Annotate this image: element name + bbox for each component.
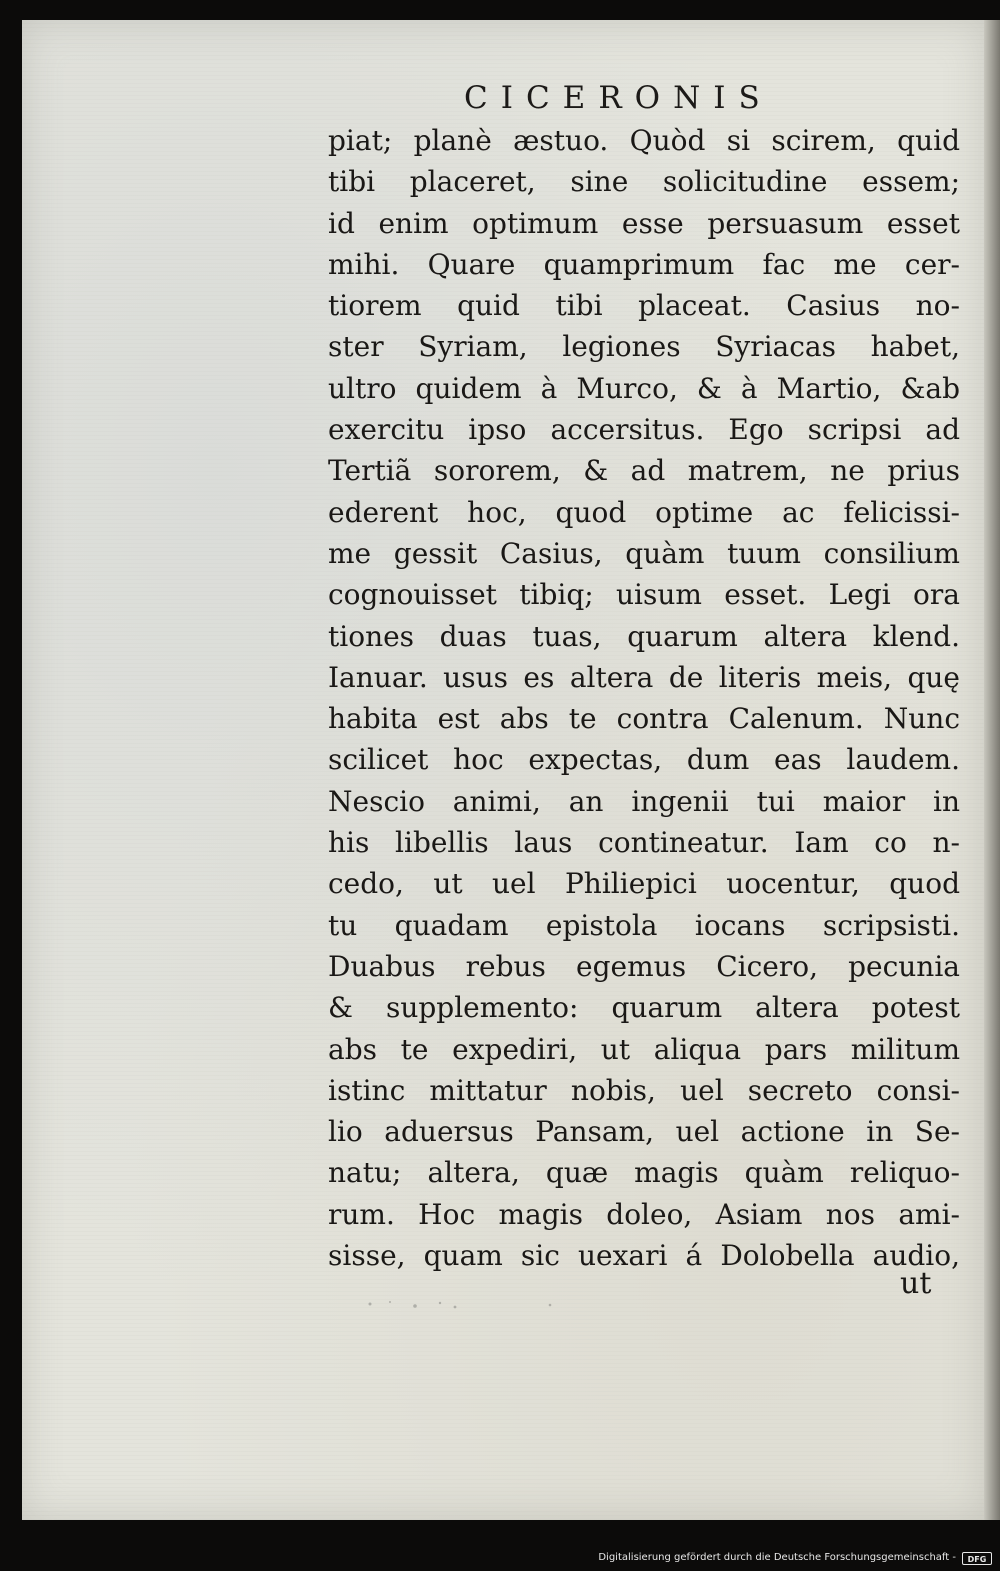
text-line: Duabus rebus egemus Cicero, pecunia [328, 949, 960, 983]
text-line: cedo, ut uel Philiepici uocentur, quod [328, 867, 960, 901]
body-text [328, 120, 960, 1276]
text-line: tu quadam epistola iocans scripsisti. [328, 908, 960, 942]
text-line: tiones duas tuas, quarum altera klend. [328, 619, 960, 653]
text-line: id enim optimum esse persuasum esset [328, 206, 960, 240]
text-line: ederent hoc, quod optime ac felicissi- [328, 495, 960, 529]
text-line: habita est abs te contra Calenum. Nunc [328, 702, 960, 736]
text-line: mihi. Quare quamprimum fac me cer- [328, 247, 960, 281]
text-line: scilicet hoc expectas, dum eas laudem. [328, 743, 960, 777]
text-line: abs te expediri, ut aliqua pars militum [328, 1032, 960, 1066]
text-line: lio aduersus Pansam, uel actione in Se- [328, 1115, 960, 1149]
text-line: piat; planè æstuo. Quòd si scirem, quid [328, 124, 960, 157]
text-line: his libellis laus contineatur. Iam co n- [328, 826, 960, 860]
text-line: & supplemento: quarum altera potest [328, 991, 960, 1025]
running-head: CICERONIS [464, 80, 773, 116]
text-line: sisse, quam sic uexari á Dolobella audio, [328, 1239, 960, 1273]
text-line: Nescio animi, an ingenii tui maior in [328, 784, 960, 818]
page-edge [984, 20, 1000, 1520]
text-line: ster Syriam, legiones Syriacas habet, [328, 330, 960, 364]
text-line: tibi placeret, sine solicitudine essem; [328, 165, 960, 199]
text-line: cognouisset tibiq; uisum esset. Legi ora [328, 578, 960, 612]
text-line: Tertiã sororem, & ad matrem, ne prius [328, 454, 960, 488]
text-line: istinc mittatur nobis, uel secreto consi- [328, 1073, 960, 1107]
catchword: ut [900, 1266, 932, 1301]
text-line: tiorem quid tibi placeat. Casius no- [328, 289, 960, 323]
text-line: ultro quidem à Murco, & à Martio, &ab [328, 371, 960, 405]
funding-note: Digitalisierung gefördert durch die Deutsche Forschungsgemeinschaft - [598, 1552, 956, 1563]
text-line: natu; altera, quæ magis quàm reliquo- [328, 1156, 960, 1190]
ink-bleed-marks [360, 1290, 580, 1320]
text-line: Ianuar. usus es altera de literis meis, quę [328, 660, 960, 694]
text-line: exercitu ipso accersitus. Ego scripsi ad [328, 413, 960, 447]
dfg-logo: DFG [962, 1552, 992, 1565]
text-line: rum. Hoc magis doleo, Asiam nos ami- [328, 1197, 960, 1231]
text-line: me gessit Casius, quàm tuum consilium [328, 536, 960, 570]
